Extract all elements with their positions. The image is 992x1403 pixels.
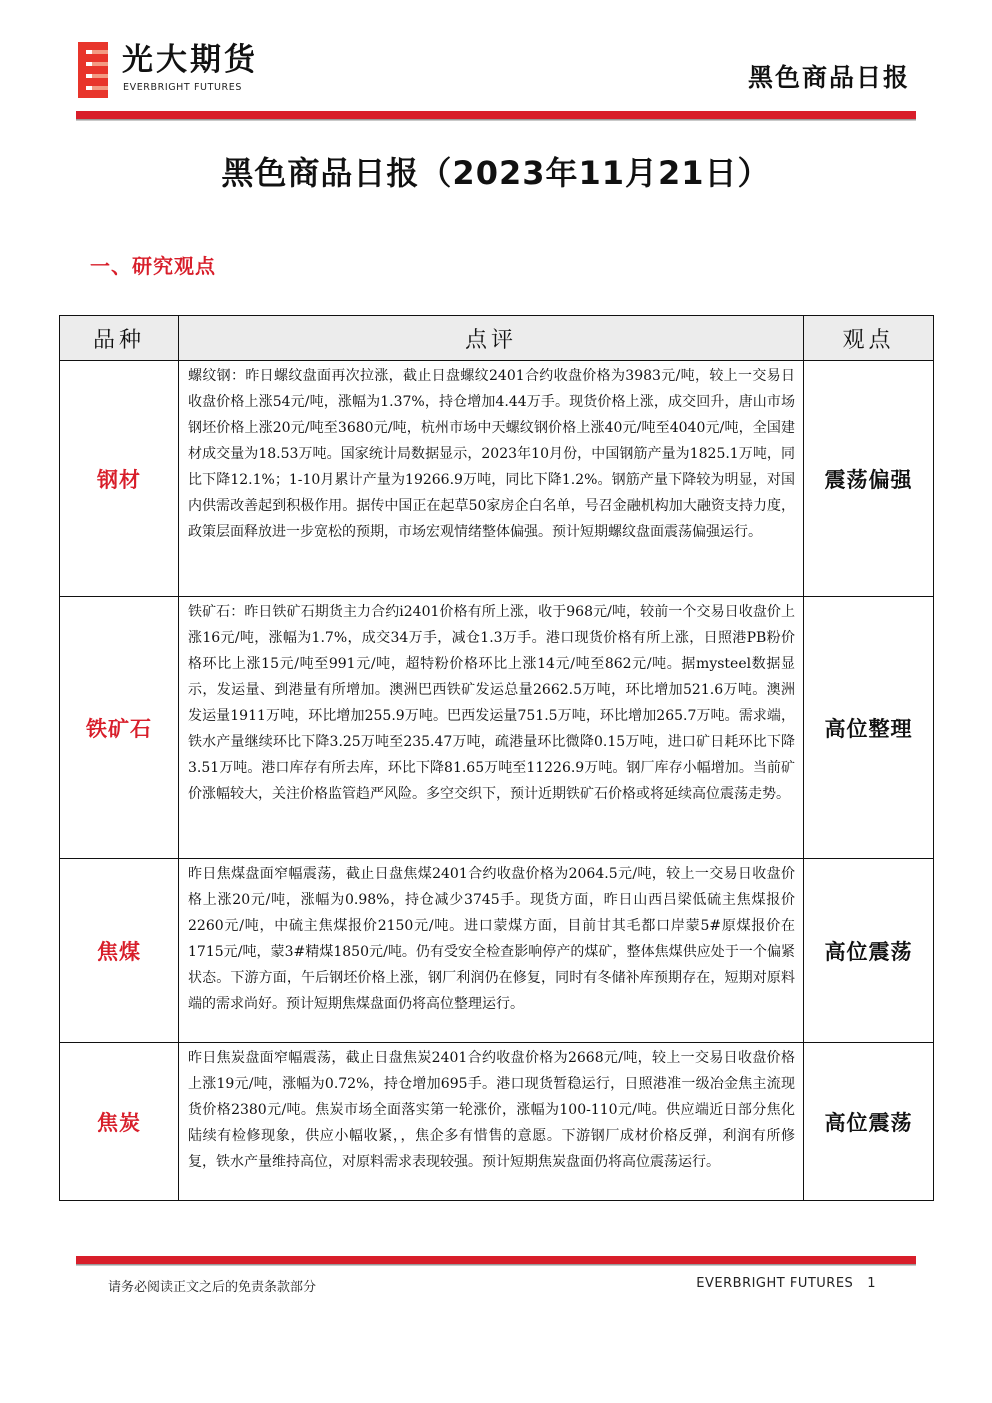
company-logo [78,40,288,100]
view-cell: 高位整理 [804,597,934,859]
category-cell: 铁矿石 [60,597,179,859]
document-title: 黑色商品日报（2023年11月21日） [221,154,771,192]
header-report-name: 黑色商品日报 [747,63,910,92]
footer-divider [76,1256,916,1264]
section-heading: 一、研究观点 [90,254,216,278]
comment-cell: 昨日焦煤盘面窄幅震荡，截止日盘焦煤2401合约收盘价格为2064.5元/吨，较上一交易日收盘价格上涨20元/吨，涨幅为0.98%，持仓减少3745手。现货方面，昨日山西吕梁低硫主焦煤报价2260元/吨，中硫主焦煤报价2150元/吨。进口蒙煤方面，目前甘其毛都口岸蒙5#原煤报价在1715元/吨，蒙3#精煤1850元/吨。仍有受安全检查影响停产的煤矿，整体焦煤供应处于一个偏紧状态。下游方面，午后钢坯价格上涨，钢厂利润仍在修复，同时有冬储补库预期存在，短期对原料端的需求尚好。预计短期焦煤盘面仍将高位整理运行。 [179,859,804,1043]
page-header [0,0,992,130]
table-row [60,597,934,859]
footer-brand-page [696,1276,876,1291]
category-cell: 焦炭 [60,1043,179,1201]
view-cell: 高位震荡 [804,1043,934,1201]
table-row [60,859,934,1043]
column-header-view: 观点 [804,316,934,361]
logo-mark-icon [78,42,108,98]
footer-disclaimer: 请务必阅读正文之后的免责条款部分 [108,1280,317,1295]
header-divider [76,111,916,119]
page-number: 1 [867,1276,876,1291]
view-cell: 震荡偏强 [804,361,934,597]
view-cell: 高位震荡 [804,859,934,1043]
column-header-category: 品种 [60,316,179,361]
comment-cell: 铁矿石：昨日铁矿石期货主力合约i2401价格有所上涨，收于968元/吨，较前一个交易日收盘价上涨16元/吨，涨幅为1.7%，成交34万手，减仓1.3万手。港口现货价格有所上涨，日照港PB粉价格环比上涨15元/吨至991元/吨，超特粉价格环比上涨14元/吨至862元/吨。据mysteel数据显示，发运量、到港量有所增加。澳洲巴西铁矿发运总量2662.5万吨，环比增加521.6万吨。澳洲发运量1911万吨，环比增加255.9万吨。巴西发运量751.5万吨，环比增加265.7万吨。需求端，铁水产量继续环比下降3.25万吨至235.47万吨，疏港量环比微降0.15万吨，进口矿日耗环比下降3.51万吨。港口库存有所去库，环比下降81.65万吨至11226.9万吨。钢厂库存小幅增加。当前矿价涨幅较大，关注价格监管趋严风险。多空交织下，预计近期铁矿石价格或将延续高位震荡走势。 [179,597,804,859]
category-cell: 焦煤 [60,859,179,1043]
category-cell: 钢材 [60,361,179,597]
comment-cell: 螺纹钢：昨日螺纹盘面再次拉涨，截止日盘螺纹2401合约收盘价格为3983元/吨，较上一交易日收盘价格上涨54元/吨，涨幅为1.37%，持仓增加4.44万手。现货价格上涨，成交回升，唐山市场钢坯价格上涨20元/吨至3680元/吨，杭州市场中天螺纹钢价格上涨40元/吨至4040元/吨，全国建材成交量为18.53万吨。国家统计局数据显示，2023年10月份，中国钢筋产量为1825.1万吨，同比下降12.1%；1-10月累计产量为19266.9万吨，同比下降1.2%。钢筋产量下降较为明显，对国内供需改善起到积极作用。据传中国正在起草50家房企白名单，号召金融机构加大融资支持力度，政策层面释放进一步宽松的预期，市场宏观情绪整体偏强。预计短期螺纹盘面震荡偏强运行。 [179,361,804,597]
table-row [60,361,934,597]
research-views-table [59,315,934,1201]
table-row [60,1043,934,1201]
comment-cell: 昨日焦炭盘面窄幅震荡，截止日盘焦炭2401合约收盘价格为2668元/吨，较上一交易日收盘价格上涨19元/吨，涨幅为0.72%，持仓增加695手。港口现货暂稳运行，日照港准一级冶金焦主流现货价格2380元/吨。焦炭市场全面落实第一轮涨价，涨幅为100-110元/吨。供应端近日部分焦化陆续有检修现象，供应小幅收紧，，焦企多有惜售的意愿。下游钢厂成材价格反弹，利润有所修复，铁水产量维持高位，对原料需求表现较强。预计短期焦炭盘面仍将高位震荡运行。 [179,1043,804,1201]
column-header-comment: 点评 [179,316,804,361]
table-header-row [60,316,934,361]
logo-chinese-name: 光大期货 [122,42,258,78]
logo-english-name: EVERBRIGHT FUTURES [123,82,242,93]
footer-brand: EVERBRIGHT FUTURES [696,1276,854,1291]
